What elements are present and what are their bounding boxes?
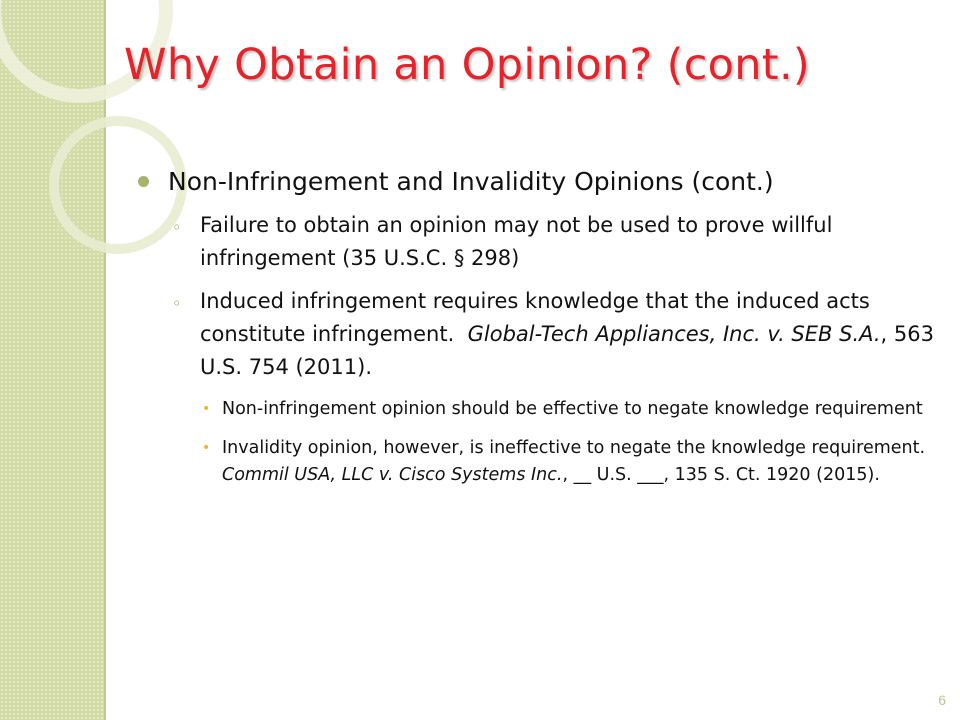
subsub-bullet-1 [200, 396, 934, 423]
sub-bullet-2 [172, 285, 934, 384]
sub1-text: Failure to obtain an opinion may not be used to prove willful infringement (35 U.S.C. § 298) [200, 213, 833, 270]
sub2-citation: , 563 U.S. 754 (2011). [200, 322, 934, 379]
bullet-dot-icon [138, 176, 149, 187]
ring-bullet-icon: ◦ [172, 218, 182, 237]
subsub2-citation: , __ U.S. ___, 135 S. Ct. 1920 (2015). [562, 465, 880, 485]
triangle-bullet-icon: • [202, 440, 211, 456]
sub2-text: Induced infringement requires knowledge that the induced acts constitute infringement. [200, 289, 870, 346]
slide-title: Why Obtain an Opinion? (cont.) [124, 40, 810, 90]
subsub-bullet-2 [200, 435, 934, 489]
sub-bullet-1 [172, 209, 934, 275]
sub2-case-name: Global-Tech Appliances, Inc. v. SEB S.A. [467, 322, 881, 346]
ring-bullet-icon: ◦ [172, 294, 182, 313]
triangle-bullet-icon: • [202, 401, 211, 417]
slide-content [134, 165, 934, 489]
bullet1-text: Non-Infringement and Invalidity Opinions (cont.) [168, 167, 774, 196]
page-number: 6 [938, 692, 946, 708]
subsub2-case-name: Commil USA, LLC v. Cisco Systems Inc. [222, 465, 563, 485]
subsub1-text: Non-infringement opinion should be effective to negate knowledge requirement [222, 399, 923, 419]
bullet-level1 [134, 165, 934, 199]
subsub2-text: Invalidity opinion, however, is ineffective to negate the knowledge requirement. [222, 438, 926, 458]
